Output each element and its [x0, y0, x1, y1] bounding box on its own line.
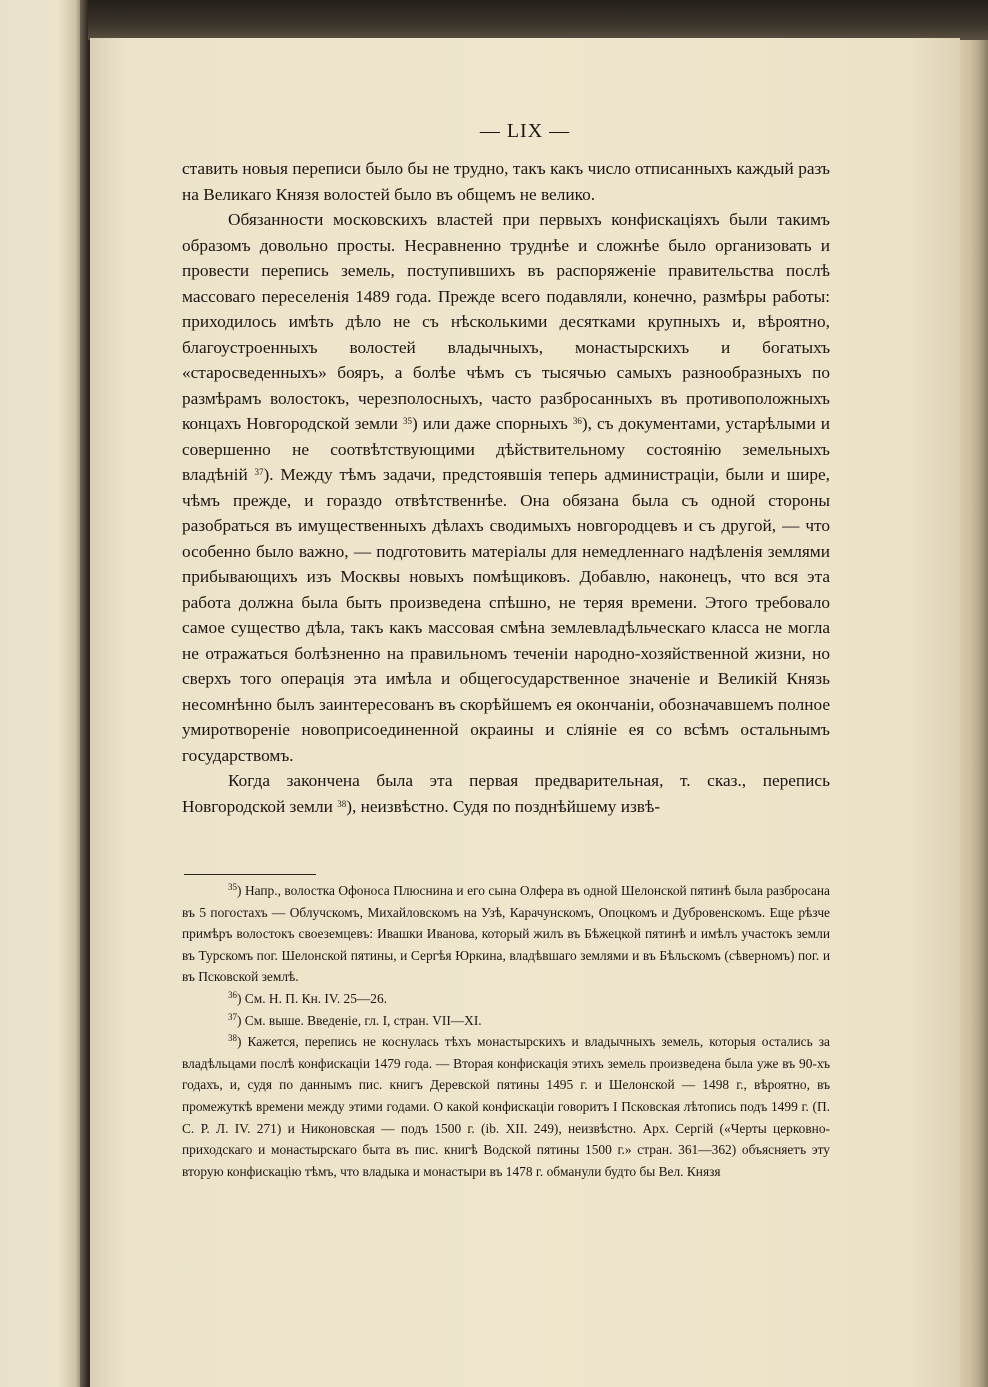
book-cover-edge — [88, 0, 988, 40]
main-text — [182, 156, 830, 819]
footnote-35: $^{35}$) Напр., волостка Офоноса Плюснина и его сына Олфера въ одной Шелонской пятинѣ была разбросана въ 5 погостахъ — Облучскомъ, Михайловскомъ на Узѣ, Карачунскомъ, Опоцкомъ и Дубровенскомъ. Еще рѣзче примѣръ волостокъ своеземцевъ: Ивашки Иванова, который жилъ въ Бѣжецкой пятинѣ и имѣлъ участокъ земли въ Турскомъ пог. Шелонской пятины, и Сергѣя Юркина, владѣвшаго землями и въ Бѣльскомъ (сѣверномъ) пог. и въ Псковской землѣ. — [182, 882, 830, 985]
paragraph-2: Обязанности московскихъ властей при первыхъ конфискацiяхъ были такимъ образомъ довольно просты. Несравненно труднѣе и сложнѣе было организовать и провести перепись земель, поступившихъ въ распоряженiе правительства послѣ массоваго переселенiя 1489 года. Прежде всего подавляли, конечно, размѣры работы: приходилось имѣть дѣло не съ нѣсколькими десятками крупныхъ и, вѣроятно, благоустроенныхъ волостей владычныхъ, монастырскихъ и богатыхъ «старосведенныхъ» бояръ, а болѣе чѣмъ съ тысячью самыхъ разнообразныхъ по размѣрамъ волостокъ, черезполосныхъ, часто разбросанныхъ въ противоположныхъ концахъ Новгородской земли $^{35}$) или даже спорныхъ $^{36}$), съ документами, устарѣлыми и совершенно не соотвѣтствующими дѣйствительному состоянiю земельныхъ владѣнiй $^{37}$). Между тѣмъ задачи, предстоявшiя теперь администрацiи, были и шире, чѣмъ прежде, и гораздо отвѣтственнѣе. Она обязана была съ одной стороны разобраться въ имущественныхъ дѣлахъ сводимыхъ новгородцевъ и съ другой, — что особенно было важно, — подготовить матерiалы для немедленнаго надѣленiя землями прибывающихъ изъ Москвы новыхъ помѣщиковъ. Добавлю, наконецъ, что вся эта работа должна была быть произведена спѣшно, не теряя времени. Этого требовало самое существо дѣла, такъ какъ массовая смѣна землевладѣльческаго класса не могла не отражаться болѣзненно на правильномъ теченiи народно-хозяйственной жизни, но сверхъ того операцiя эта имѣла и общегосударственное значенiе и Великiй Князь несомнѣнно былъ заинтересованъ въ скорѣйшемъ ея окончанiи, обозначавшемъ полное умиротворенiе новоприсоединенной окраины и слiянiе ея со всѣмъ остальнымъ государствомъ. — [182, 210, 830, 765]
book-page — [90, 38, 960, 1387]
footnote-ref-36[interactable]: 36 — [572, 416, 582, 426]
footnote-ref-35[interactable]: 35 — [402, 416, 412, 426]
footnote-38: $^{38}$) Кажется, перепись не коснулась тѣхъ монастырскихъ и владычныхъ земель, которыя остались за владѣльцами послѣ конфискацiи 1479 года. — Вторая конфискацiя этихъ земель произведена была уже въ 90-хъ годахъ, и, судя по даннымъ пис. книгъ Деревской пятины 1495 г. и Шелонской — 1498 г., вѣроятно, въ промежуткѣ времени между этими годами. О какой конфискацiи говоритъ I Псковская лѣтопись подъ 1499 г. (П. С. Р. Л. IV. 271) и Никоновская — подъ 1500 г. (ib. XII. 249), неизвѣстно. Арх. Сергiй («Черты церковно-приходскаго и монастырскаго быта въ пис. книгѣ Водской пятины 1500 г.» стран. 361—362) объясняетъ эту вторую конфискацiю тѣмъ, что владыка и монастыри въ 1478 г. обманули будто бы Вел. Князя — [182, 1033, 830, 1179]
footnote-37: $^{37}$) См. выше. Введенiе, гл. I, стран. VII—XI. — [228, 1011, 482, 1028]
footnote-ref-37[interactable]: 37 — [254, 467, 264, 477]
page-stack-edge — [958, 40, 988, 1387]
footnote-divider — [184, 874, 316, 875]
facing-page-edge — [0, 0, 82, 1387]
footnote-ref-38[interactable]: 38 — [337, 798, 347, 809]
page-number: — LIX — — [479, 120, 571, 142]
footnotes — [182, 880, 830, 1182]
footnote-36: $^{36}$) См. Н. П. Кн. IV. 25—26. — [228, 989, 388, 1006]
book-gutter — [80, 0, 88, 1387]
paragraph-3: Когда закончена была эта первая предварительная, т. сказ., перепись Новгородской земли $^{38}$), неизвѣстно. Судя по позднѣйшему извѣ- — [182, 771, 830, 816]
paragraph-1: ставить новыя переписи было бы не трудно, такъ какъ число отписанныхъ каждый разъ на Великаго Князя волостей было въ общемъ не велико. — [182, 159, 830, 204]
